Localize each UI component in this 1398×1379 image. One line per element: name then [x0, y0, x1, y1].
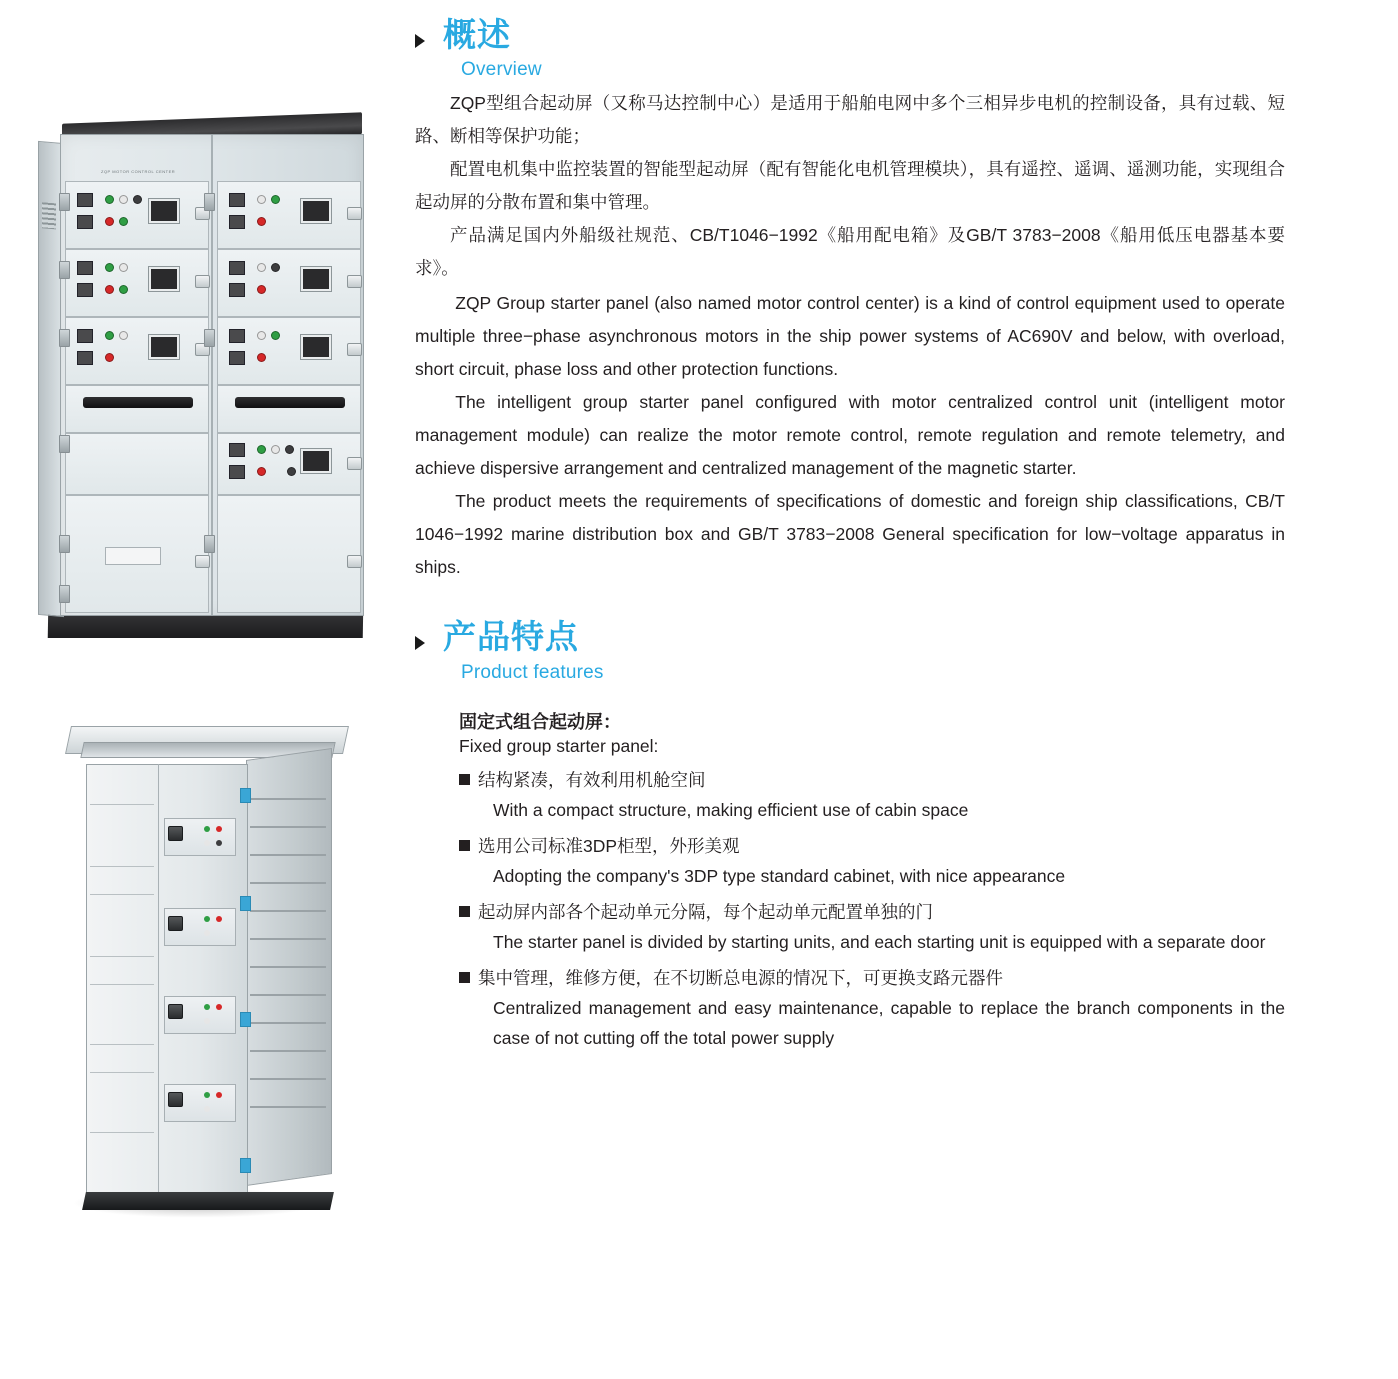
- side-ventilation-slot: [250, 882, 326, 884]
- side-ventilation-slot: [250, 910, 326, 912]
- push-button-black: [229, 215, 245, 229]
- selector-switch: [229, 193, 245, 207]
- feature-row-cn: [459, 963, 1285, 993]
- side-ventilation-slot: [250, 966, 326, 968]
- indicator-lamp-white: [119, 195, 128, 204]
- door-latch-knob: [195, 555, 210, 568]
- side-ventilation-slot: [250, 1050, 326, 1052]
- drawer-pull-handle: [83, 397, 193, 408]
- starter-unit-cell: [65, 385, 209, 433]
- indicator-lamp-green: [271, 195, 280, 204]
- ammeter: [149, 199, 179, 223]
- door-hinge: [59, 193, 70, 211]
- features-title-cn: 产品特点: [443, 618, 579, 656]
- features-title-en: Product features: [461, 661, 604, 683]
- indicator-lamp-green: [105, 195, 114, 204]
- side-ventilation-slot: [250, 994, 326, 996]
- triangle-bullet-icon: [415, 34, 425, 48]
- ammeter: [301, 199, 331, 223]
- indicator-lamp-green: [204, 1092, 210, 1098]
- feature-item: [415, 963, 1285, 1053]
- side-ventilation-slot: [250, 938, 326, 940]
- overview-paragraph-en: The product meets the requirements of specifications of domestic and foreign ship classifications, CB/T 1046−1992 marine distribution box and GB/T 3783−2008 General specification for low−voltage apparatus in ships.: [415, 491, 1285, 578]
- side-ventilation-slot: [250, 854, 326, 856]
- door-latch-knob: [195, 275, 210, 288]
- features-subtitle-cn: 固定式组合起动屏：: [459, 711, 621, 732]
- push-button-black: [229, 465, 245, 479]
- indicator-lamp-white: [257, 263, 266, 272]
- square-bullet-icon: [459, 972, 470, 983]
- selector-switch: [77, 261, 93, 275]
- square-bullet-icon: [459, 774, 470, 785]
- door-hinge: [59, 435, 70, 453]
- door-hinge: [59, 535, 70, 553]
- overview-paragraph-cn: ZQP型组合起动屏（又称马达控制中心）是适用于船舶电网中多个三相异步电机的控制设备，具有过载、短路、断相等保护功能；: [415, 93, 1285, 147]
- feature-row-cn: [459, 897, 1285, 927]
- selector-switch: [229, 261, 245, 275]
- push-button-black: [229, 351, 245, 365]
- door-seam: [90, 984, 154, 985]
- door-latch-knob: [347, 275, 362, 288]
- indicator-lamp-white: [257, 331, 266, 340]
- overview-paragraph-en: ZQP Group starter panel (also named motor control center) is a kind of control equipment used to operate multiple three−phase asynchronous motors in the ship power systems of AC690V and below, with overload, short circuit, phase loss and other protection functions.: [415, 293, 1285, 380]
- indicator-lamp-red: [105, 285, 114, 294]
- ammeter: [301, 449, 331, 473]
- feature-text-cn: 起动屏内部各个起动单元分隔，每个起动单元配置单独的门: [478, 901, 933, 922]
- selector-switch: [168, 826, 183, 841]
- product-photo-mcc-lineup: [38, 108, 368, 648]
- selector-switch: [77, 329, 93, 343]
- door-latch-tab: [240, 896, 251, 911]
- cabinet-front: [60, 134, 364, 616]
- indicator-lamp-white: [119, 331, 128, 340]
- features-list: [415, 765, 1285, 1053]
- feature-row-cn: [459, 765, 1285, 795]
- door-divider: [158, 764, 159, 1196]
- section-heading-overview: [415, 14, 1285, 55]
- push-button-black: [77, 351, 93, 365]
- side-ventilation-slot: [250, 1022, 326, 1024]
- indicator-lamp-white: [204, 1106, 210, 1112]
- section-heading-features: [415, 616, 1285, 657]
- side-ventilation-slot: [250, 798, 326, 800]
- door-seam: [90, 1072, 154, 1073]
- indicator-lamp-green: [119, 217, 128, 226]
- push-button-black: [77, 283, 93, 297]
- indicator-lamp-white: [204, 930, 210, 936]
- starter-unit-cell: [65, 433, 209, 495]
- door-latch-knob: [347, 343, 362, 356]
- selector-switch: [229, 329, 245, 343]
- door-latch-knob: [347, 555, 362, 568]
- ammeter: [149, 267, 179, 291]
- starter-unit-cell: [217, 495, 361, 613]
- door-hinge: [204, 329, 215, 347]
- indicator-lamp-red: [216, 1092, 222, 1098]
- indicator-lamp-red: [216, 1004, 222, 1010]
- indicator-lamp-dark: [216, 840, 222, 846]
- indicator-lamp-white: [271, 445, 280, 454]
- equipment-nameplate: [105, 547, 161, 565]
- selector-switch: [168, 1004, 183, 1019]
- feature-item: [415, 765, 1285, 825]
- door-latch-tab: [240, 1012, 251, 1027]
- indicator-lamp-red: [105, 217, 114, 226]
- indicator-lamp-white: [204, 1018, 210, 1024]
- door-latch-tab: [240, 788, 251, 803]
- indicator-lamp-white: [119, 263, 128, 272]
- feature-text-en: The starter panel is divided by starting units, and each starting unit is equipped with a separate door: [493, 931, 1266, 952]
- door-hinge: [59, 261, 70, 279]
- door-hinge: [59, 329, 70, 347]
- door-latch-tab: [240, 1158, 251, 1173]
- indicator-lamp-red: [257, 467, 266, 476]
- selector-switch: [168, 916, 183, 931]
- square-bullet-icon: [459, 840, 470, 851]
- text-column: [415, 0, 1285, 1053]
- overview-title-cn: 概述: [443, 16, 511, 53]
- indicator-lamp-dark: [285, 445, 294, 454]
- feature-text-cn: 集中管理，维修方便，在不切断总电源的情况下，可更换支路元器件: [478, 967, 1003, 988]
- door-seam: [90, 866, 154, 867]
- indicator-lamp-green: [271, 331, 280, 340]
- features-subtitle-en: Fixed group starter panel:: [459, 735, 659, 756]
- side-ventilation-slot: [250, 1078, 326, 1080]
- indicator-lamp-green: [204, 826, 210, 832]
- door-seam: [90, 956, 154, 957]
- door-seam: [90, 804, 154, 805]
- selector-switch: [168, 1092, 183, 1107]
- indicator-lamp-white: [257, 195, 266, 204]
- feature-row-cn: [459, 831, 1285, 861]
- door-hinge: [204, 535, 215, 553]
- overview-paragraph-cn: 配置电机集中监控装置的智能型起动屏（配有智能化电机管理模块），具有遥控、遥调、遥测功能，实现组合起动屏的分散布置和集中管理。: [415, 159, 1285, 213]
- product-photo-fixed-cabinet: [60, 718, 380, 1248]
- indicator-lamp-dark: [133, 195, 142, 204]
- feature-item: [415, 831, 1285, 891]
- square-bullet-icon: [459, 906, 470, 917]
- indicator-lamp-red: [257, 353, 266, 362]
- overview-chinese-body: [415, 87, 1285, 285]
- cabinet-nameplate-top: ZQP MOTOR CONTROL CENTER: [101, 169, 176, 174]
- selector-switch: [77, 193, 93, 207]
- feature-text-cn: 结构紧凑，有效利用机舱空间: [478, 769, 706, 790]
- indicator-lamp-dark: [271, 263, 280, 272]
- feature-text-en: With a compact structure, making efficient use of cabin space: [493, 799, 969, 820]
- door-seam: [90, 1132, 154, 1133]
- indicator-lamp-red: [105, 353, 114, 362]
- indicator-lamp-white: [204, 840, 210, 846]
- starter-unit-cell: [217, 385, 361, 433]
- push-button-black: [77, 215, 93, 229]
- door-hinge: [204, 193, 215, 211]
- door-seam: [90, 1044, 154, 1045]
- ammeter: [149, 335, 179, 359]
- feature-item: [415, 897, 1285, 957]
- indicator-lamp-green: [257, 445, 266, 454]
- feature-text-en: Centralized management and easy maintenance, capable to replace the branch components in the case of not cutting off the total power supply: [493, 997, 1285, 1048]
- feature-text-en: Adopting the company's 3DP type standard cabinet, with nice appearance: [493, 865, 1066, 886]
- indicator-lamp-green: [105, 331, 114, 340]
- ammeter: [301, 267, 331, 291]
- side-ventilation-slot: [250, 826, 326, 828]
- indicator-lamp-dark: [287, 467, 296, 476]
- selector-switch: [229, 443, 245, 457]
- drawer-pull-handle: [235, 397, 345, 408]
- door-latch-knob: [347, 207, 362, 220]
- ventilation-louver-icon: [42, 202, 56, 229]
- push-button-black: [229, 283, 245, 297]
- door-hinge: [59, 585, 70, 603]
- triangle-bullet-icon: [415, 636, 425, 650]
- indicator-lamp-red: [257, 285, 266, 294]
- cabinet-plinth: [82, 1192, 334, 1210]
- overview-paragraph-en: The intelligent group starter panel configured with motor centralized control unit (intelligent motor management module) can realize the motor remote control, remote regulation and remote telemetry, and achieve dispersive arrangement and centralized management of the magnetic starter.: [415, 392, 1285, 479]
- overview-title-en: Overview: [461, 59, 542, 81]
- ammeter: [301, 335, 331, 359]
- overview-paragraph-cn: 产品满足国内外船级社规范、CB/T1046−1992《船用配电箱》及GB/T 3783−2008《船用低压电器基本要求》。: [415, 225, 1285, 279]
- image-column: [0, 0, 400, 1379]
- indicator-lamp-red: [216, 916, 222, 922]
- indicator-lamp-green: [204, 1004, 210, 1010]
- indicator-lamp-green: [119, 285, 128, 294]
- side-ventilation-slot: [250, 1106, 326, 1108]
- feature-text-cn: 选用公司标准3DP柜型，外形美观: [478, 835, 740, 856]
- door-latch-knob: [347, 457, 362, 470]
- indicator-lamp-red: [216, 826, 222, 832]
- door-seam: [90, 894, 154, 895]
- indicator-lamp-green: [105, 263, 114, 272]
- indicator-lamp-green: [204, 916, 210, 922]
- indicator-lamp-red: [257, 217, 266, 226]
- overview-english-body: [415, 287, 1285, 584]
